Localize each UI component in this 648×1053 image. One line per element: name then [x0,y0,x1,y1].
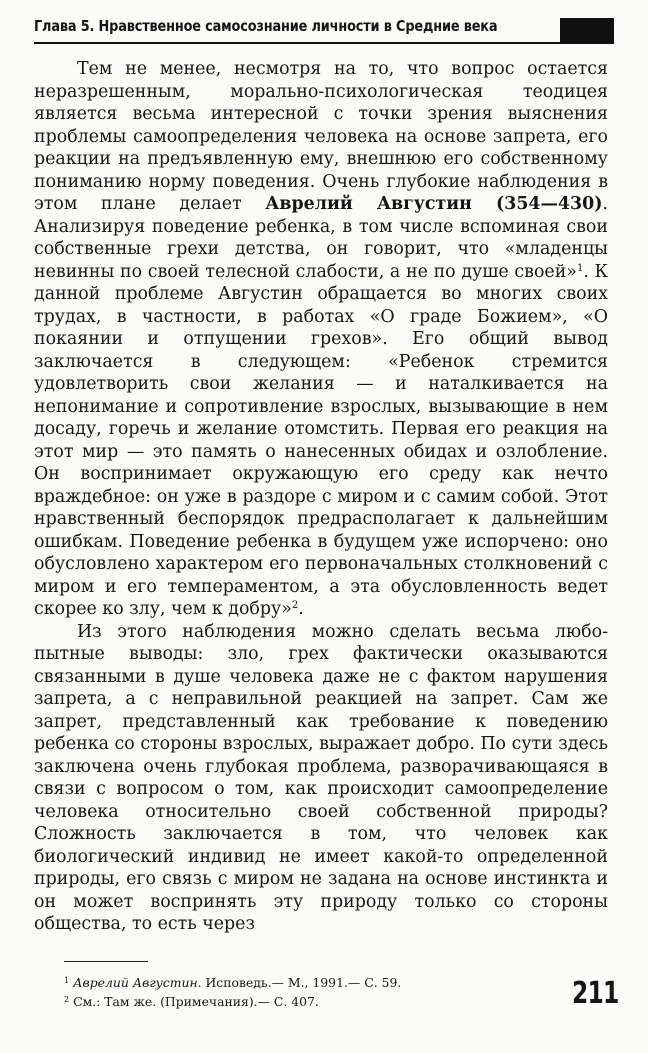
footnote-ref-1: 1 [576,262,584,274]
footnote-ref-2: 2 [291,600,299,611]
chapter-title: Глава 5. Нравственное самосознание личности в Средние века [34,17,498,35]
paragraph-2: Из этого наблюдения можно сделать весьма любопытные выводы: зло, грех фактически оказываются связанными в душе человека даже не с фактом нарушения запрета, а с неправильной реакцией на запрет. Сам же запрет, представленный как требование к поведению ребенка со стороны взрослых, выражает добро. По сути здесь заключена очень глубокая проблема, разворачивающаяся в связи с вопросом о том, как происходит самоопределение человека относительно своей собственной природы? Сложность заключается в том, что человек как биологический индивид не имеет какой-то определенной природы, его связь с миром не задана на основе инстинкта и он может воспринять эту природу только со стороны общества, то есть через [34,621,608,934]
footnote-1: $^1$ Аврелий Августин. Исповедь.— М., 1991.— С. 59. [64,975,402,990]
footnotes [64,973,564,1011]
footnote-number: 1 [64,976,70,985]
running-header [34,12,614,44]
footnote-number: 2 [64,995,70,1004]
paragraph-1: Тем не менее, несмотря на то, что вопрос остается неразрешенным, морально-психологическая теодицея является весьма интересной с точки зрения выяснения проблемы самоопределения человека на основе запрета, его реакции на предъявленную ему, внешнюю его собственному пониманию норму поведения. Очень глубокие наблюдения в этом плане делает Аврелий Августин (354—430). Анализируя поведение ребенка, в том числе вспоминая свои собственные грехи детства, он говорит, что «младенцы невинны по своей телесной слабости, а не по душе своей»$^1$. К данной проблеме Августин обращается во многих своих трудах, в частности, в работах «О граде Божием», «О покаянии и отпущении грехов». Его общий вывод заключается в следующем: «Ребенок стремится удовлетворить свои желания — и наталкивается на непонимание и сопротивление взрослых, вызывающие в нем досаду, горечь и желание отомстить. Первая его реакция на этот мир — это память о нанесенных обидах и озлобление. Он воспринимает окружающую его среду как нечто враждебное: он уже в раздоре с миром и с самим собой. Этот нравственный беспорядок предрасполагает к дальнейшим ошибкам. Поведение ребенка в будущем уже испорчено: оно обусловлено характером его первоначальных столкновений с миром и его темпераментом, а эта обусловленность ведет скорее ко злу, чем к добру»$^2$. [34,59,609,619]
header-black-bar [560,18,614,42]
body-text [34,58,608,936]
author-name-bold: Аврелий Августин (354—430) [265,194,603,214]
page-number: 211 [572,976,619,1011]
footnote-2: $^2$ См.: Там же. (Примечания).— С. 407. [64,994,319,1009]
footnote-divider [64,961,148,962]
footnote-author: Аврелий Августин. [73,975,202,990]
